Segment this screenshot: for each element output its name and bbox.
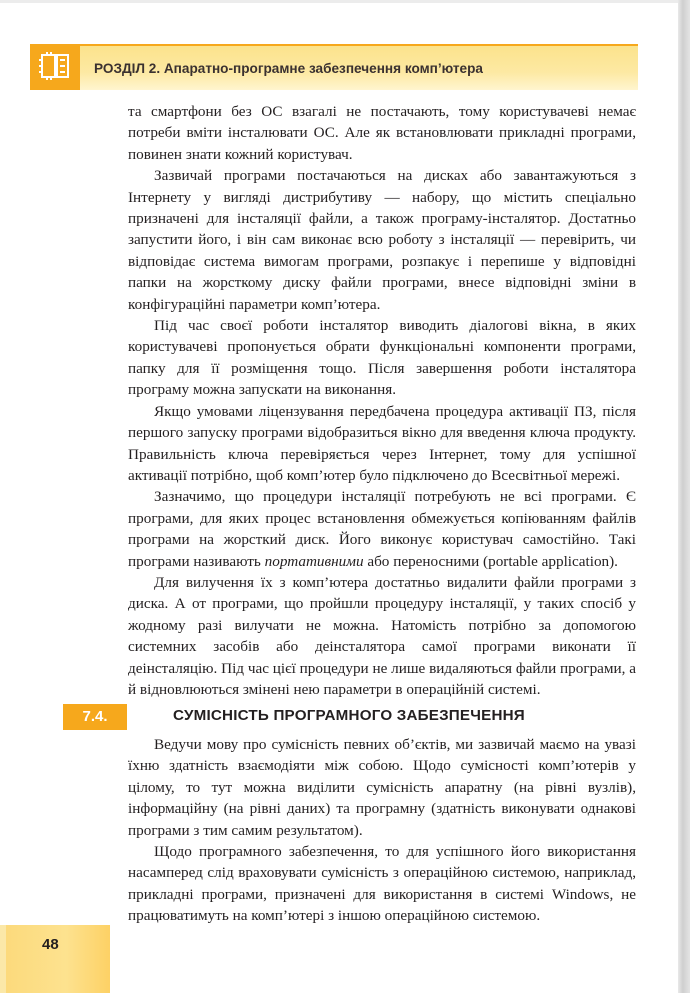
text-run: Зазначимо, що процедури інсталяції потребують не всі програми. Є програми, для яких процес встановлення обмежується копіюванням файлів програми на жорсткий диск. Його виконує користувач самостійно. Такі програми називають: [128, 488, 636, 570]
paragraph: Ведучи мову про сумісність певних об’єктів, ми зазвичай маємо на увазі їхню здатність взаємодіяти між собою. Щодо сумісності комп’ютерів у цілому, то тут можна виділити сумісність апаратну (на рівні вузлів), інформаційну (на рівні даних) та програмну (здатність виконувати однакові програми з тим самим результатом).: [128, 736, 636, 839]
section-title: СУМІСНІСТЬ ПРОГРАМНОГО ЗАБЕЗПЕЧЕННЯ: [173, 707, 525, 724]
page-number: 48: [42, 936, 59, 953]
chapter-title: РОЗДІЛ 2. Апаратно-програмне забезпечення комп’ютера: [94, 61, 483, 76]
paragraph: Для вилучення їх з комп’ютера достатньо видалити файли програми з диска. А от програми, що пройшли процедуру інсталяції, у таких спосіб у жодному разі вилучати не можна. Натомість потрібно за допомогою системних засобів або деінсталятора самої програми виконати її деінсталяцію. Під час цієї процедури не лише видаляються файли програми, а й відновлюються змінені нею параметри в операційній системі.: [128, 573, 636, 698]
page-right-edge: [678, 0, 690, 993]
paragraph: Якщо умовами ліцензування передбачена процедура активації ПЗ, після першого запуску програми відобразиться вікно для введення ключа продукту. Правильність ключа перевіряється через Інтернет, тому для успішної активації потрібно, щоб комп’ютер було підключено до Всесвітньої мережі.: [128, 402, 636, 484]
paragraph: Щодо програмного забезпечення, то для успішного його використання насамперед слід враховувати сумісність з операційною системою, наприклад, прикладні програми, призначені для використання в системі Windows, не працюватимуть на комп’ютері з іншою операційною системою.: [128, 843, 636, 925]
chip-icon: [39, 50, 71, 82]
section-number: 7.4.: [63, 704, 127, 730]
paragraph: Під час своєї роботи інсталятор виводить діалогові вікна, в яких користувачеві пропонується обрати функціональні компоненти програми, папку для її розміщення тощо. Після завершення роботи інсталятора програму можна запускати на виконання.: [128, 317, 636, 399]
footer-tab: [0, 925, 6, 993]
header-icon-box: [30, 44, 80, 90]
paragraph: Зазвичай програми постачаються на дисках або завантажуються з Інтернету у вигляді дистрибутиву — набору, що містить спеціально призначені для інсталяції файли, а також програму-інсталятор. Достатньо запустити його, і він сам виконає всю роботу з інсталяції — перевірить, чи відповідає система вимогам програми, розпакує і перепише у відповідні папки на жорсткому диску файли програми, внесе відповідні зміни в конфігураційні параметри комп’ютера.: [128, 167, 636, 313]
section-text-block: [128, 734, 636, 927]
emphasis-term: портативними: [264, 552, 364, 570]
main-text-block: [128, 101, 636, 700]
chapter-header: [30, 44, 638, 90]
header-band: [80, 44, 638, 90]
text-run: або переносними (portable application).: [363, 552, 618, 570]
paragraph: та смартфони без ОС взагалі не постачають, тому користувачеві немає потреби вміти інсталювати ОС. Але як встановлювати прикладні програми, повинен знати кожний користувач.: [128, 103, 636, 163]
paragraph-portable: [128, 486, 636, 572]
page-top-edge: [0, 0, 678, 3]
